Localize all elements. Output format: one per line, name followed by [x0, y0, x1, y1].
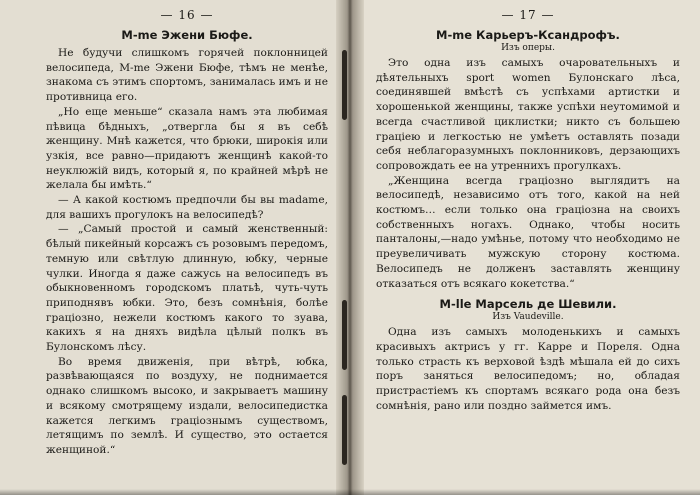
- paragraph: Это одна изъ самыхъ очаровательныхъ и дѣятельныхъ sport women Булонскаго лѣса, соединявшей вмѣстѣ съ успѣхами артистки и хорошенькой женщины, также успѣхи неутомимой и всегда счастливой циклистки; никто съ большею граціею и легкостью не умѣетъ оставлять позади себя неблагоразумныхъ поклонниковъ, дерзающихъ сопровождать ее на утреннихъ прогулкахъ.: [376, 57, 680, 172]
- paragraph: — А какой костюмъ предпочли бы вы madame, для вашихъ прогулокъ на велосипедѣ?: [46, 194, 328, 221]
- page-number-16: — 16 —: [160, 8, 214, 22]
- binding-stitch: [342, 300, 347, 370]
- binding-stitch: [342, 50, 347, 120]
- page-number-17: — 17 —: [501, 8, 555, 22]
- section-subtitle: Изъ Vaudeville.: [492, 312, 564, 323]
- section-subtitle: Изъ оперы.: [501, 43, 555, 53]
- book-gutter: [336, 0, 364, 495]
- paragraph: Во время движенія, при вѣтрѣ, юбка, развѣвающаяся по воздуху, не поднимается однако слишкомъ высоко, и закрываетъ машину и всякому смотрящему издали, велосипедистка кажется легкимъ граціознымъ существомъ, летящимъ по землѣ. И существо, это остается женщиной.“: [46, 355, 328, 456]
- paragraph: — „Самый простой и самый женственный: бѣлый пикейный корсажъ съ розовымъ передомъ, темную или свѣтлую длинную, юбку, черные чулки. Иногда я даже сажусь на велосипедъ въ обыкновенномъ городскомъ платьѣ, чуть-чуть приподнявъ юбки. Это, безъ сомнѣнія, болѣе граціозно, нежели костюмъ какого то зуава, какихъ я на дняхъ видѣла цѣлый полкъ въ Булонскомъ лѣсу.: [46, 223, 328, 354]
- paragraph: Одна изъ самыхъ молоденькихъ и самыхъ красивыхъ актрисъ у гг. Карре и Пореля. Одна только страсть къ верховой ѣздѣ мѣшала ей до сихъ поръ заняться велосипедомъ; но, обладая пристрастіемъ къ спортамъ всякаго рода она безъ сомнѣнія, рано или поздно займется имъ.: [376, 326, 680, 412]
- right-page: [350, 0, 700, 495]
- paragraph: „Женщина всегда граціозно выглядитъ на велосипедѣ, независимо отъ того, какой на ней костюмъ… если только она граціозна на своихъ собственныхъ ногахъ. Однако, чтобы носить панталоны,—надо умѣнье, потому что необходимо не преувеличивать мужскую сторону костюма. Велосипедъ не долженъ заставлять женщину отказаться отъ всякаго кокетства.“: [376, 174, 680, 290]
- section-title-shevili: М-lle Марсель де Шевили.: [439, 297, 617, 312]
- section-title-bufe: М-me Эжени Бюфе.: [121, 28, 253, 42]
- binding-stitch: [342, 395, 347, 465]
- paragraph: „Но еще меньше“ сказала намъ эта любимая пѣвица бѣдныхъ, „отвергла бы я въ себѣ женщину. Мнѣ кажется, что брюки, широкія или узкія, все равно—придаютъ женщинѣ какой-то неуклюжій видъ, который я, по крайней мѣрѣ не желала бы имѣть.“: [46, 105, 328, 192]
- section-title-karier: М-me Карьеръ-Ксандрофъ.: [436, 28, 620, 42]
- bottom-shadow: [0, 489, 700, 495]
- paragraph: Не будучи слишкомъ горячей поклонницей велосипеда, М-me Эжени Бюфе, тѣмъ не менѣе, знакома съ этимъ спортомъ, занималась имъ и не противница его.: [46, 47, 328, 104]
